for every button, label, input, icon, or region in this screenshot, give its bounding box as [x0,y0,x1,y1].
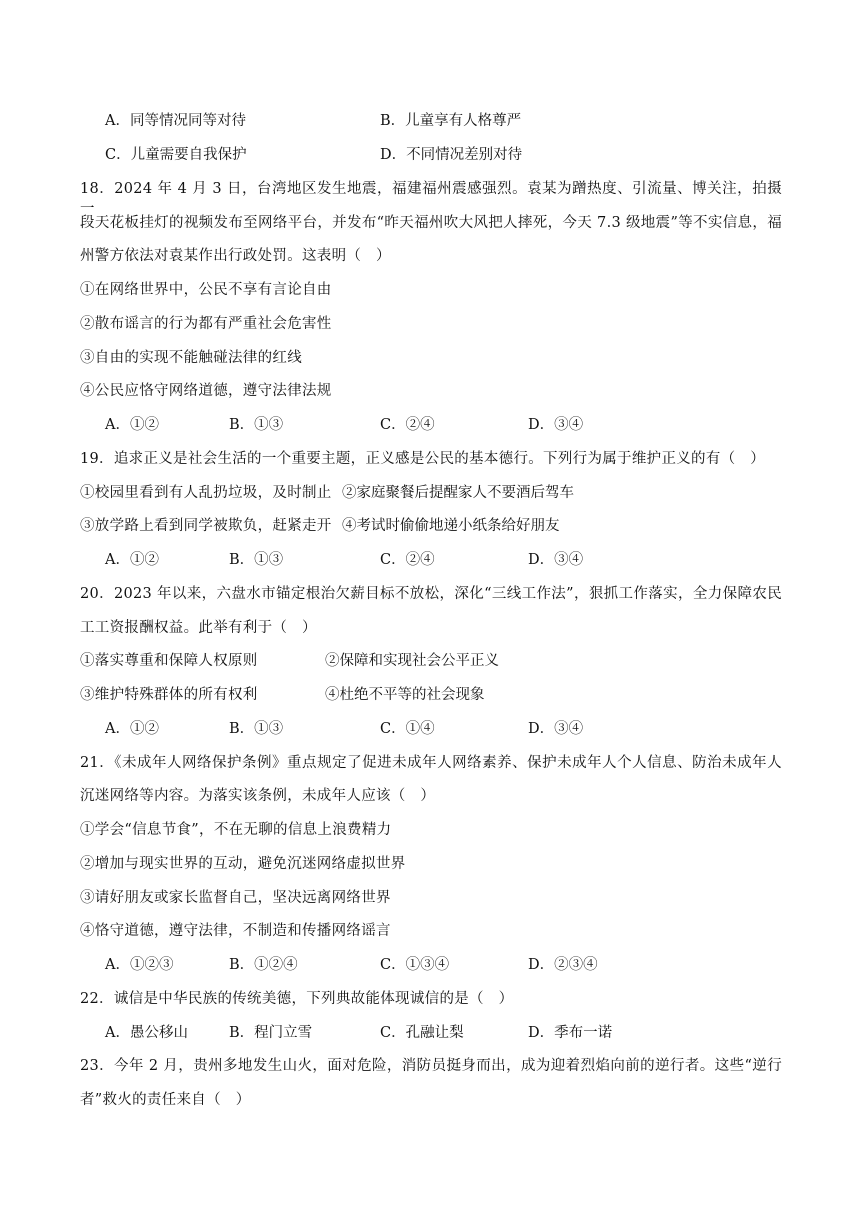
q22-option-a[interactable]: A．愚公移山 [105,1025,188,1041]
q20-stem-line-2: 工工资报酬权益。此举有利于（ ） [80,620,317,636]
q21-stem-line-1: 21．《未成年人网络保护条例》重点规定了促进未成年人网络素养、保护未成年人个人信息、防治未成年人 [80,755,782,771]
q19-option-b[interactable]: B．①③ [229,552,284,568]
q19-option-a[interactable]: A．①② [105,552,159,568]
q20-option-d[interactable]: D．③④ [528,721,584,737]
q18-item-1: ①在网络世界中，公民不享有言论自由 [80,282,332,298]
q21-stem-line-2: 沉迷网络等内容。为落实该条例，未成年人应该（ ） [80,788,436,804]
q20-option-b[interactable]: B．①③ [229,721,284,737]
q19-item-2: ②家庭聚餐后提醒家人不要酒后驾车 [342,485,574,501]
q18-stem-line-3: 州警方依法对袁某作出行政处罚。这表明（ ） [80,248,391,264]
q18-item-4: ④公民应恪守网络道德，遵守法律法规 [80,383,332,399]
q20-option-c[interactable]: C．①④ [380,721,435,737]
q22-option-d[interactable]: D．季布一诺 [528,1025,613,1041]
q20-option-a[interactable]: A．①② [105,721,159,737]
q21-item-1: ①学会“信息节食”，不在无聊的信息上浪费精力 [80,822,392,838]
q21-item-3: ③请好朋友或家长监督自己，坚决远离网络世界 [80,890,391,906]
q21-option-c[interactable]: C．①③④ [380,957,450,973]
q17-option-a[interactable]: A．同等情况同等对待 [105,113,246,129]
q17-option-c[interactable]: C．儿童需要自我保护 [105,147,247,163]
q20-item-3: ③维护特殊群体的所有权利 [80,687,258,703]
q19-item-1: ①校园里看到有人乱扔垃圾，及时制止 [80,485,332,501]
q22-option-b[interactable]: B．程门立雪 [229,1025,313,1041]
q23-stem-line-2: 者”救火的责任来自（ ） [80,1092,251,1108]
q20-item-4: ④杜绝不平等的社会现象 [325,687,485,703]
q18-stem-line-2: 段天花板挂灯的视频发布至网络平台，并发布“昨天福州吹大风把人摔死，今天 7.3 级地震”等不实信息，福 [80,215,782,231]
q19-stem-line-1: 19．追求正义是社会生活的一个重要主题，正义感是公民的基本德行。下列行为属于维护正义的有（ ） [80,451,766,467]
q19-option-c[interactable]: C．②④ [380,552,435,568]
q19-item-4: ④考试时偷偷地递小纸条给好朋友 [342,518,560,534]
q19-item-3: ③放学路上看到同学被欺负，赶紧走开 [80,518,332,534]
q18-option-a[interactable]: A．①② [105,417,159,433]
q23-stem-line-1: 23．今年 2 月，贵州多地发生山火，面对危险，消防员挺身而出，成为迎着烈焰向前的逆行者。这些“逆行 [80,1058,782,1074]
q20-stem-line-1: 20．2023 年以来，六盘水市锚定根治欠薪目标不放松，深化“三线工作法”，狠抓工作落实，全力保障农民 [80,586,782,602]
q20-item-1: ①落实尊重和保障人权原则 [80,653,258,669]
q18-stem-line-1: 18．2024 年 4 月 3 日，台湾地区发生地震，福建福州震感强烈。袁某为蹭热度、引流量、博关注，拍摄一 [80,181,782,217]
q22-stem-line-1: 22．诚信是中华民族的传统美德，下列典故能体现诚信的是（ ） [80,991,514,1007]
q21-item-4: ④恪守道德，遵守法律，不制造和传播网络谣言 [80,923,391,939]
q18-option-d[interactable]: D．③④ [528,417,584,433]
q21-option-a[interactable]: A．①②③ [105,957,174,973]
q18-option-c[interactable]: C．②④ [380,417,435,433]
q21-item-2: ②增加与现实世界的互动，避免沉迷网络虚拟世界 [80,856,406,872]
q17-option-d[interactable]: D．不同情况差别对待 [380,147,523,163]
q18-option-b[interactable]: B．①③ [229,417,284,433]
q21-option-b[interactable]: B．①②④ [229,957,298,973]
q22-option-c[interactable]: C．孔融让梨 [380,1025,464,1041]
q20-item-2: ②保障和实现社会公平正义 [325,653,499,669]
q19-option-d[interactable]: D．③④ [528,552,584,568]
q17-option-b[interactable]: B．儿童享有人格尊严 [380,113,522,129]
q21-option-d[interactable]: D．②③④ [528,957,598,973]
q18-item-2: ②散布谣言的行为都有严重社会危害性 [80,316,332,332]
q18-item-3: ③自由的实现不能触碰法律的红线 [80,350,302,366]
